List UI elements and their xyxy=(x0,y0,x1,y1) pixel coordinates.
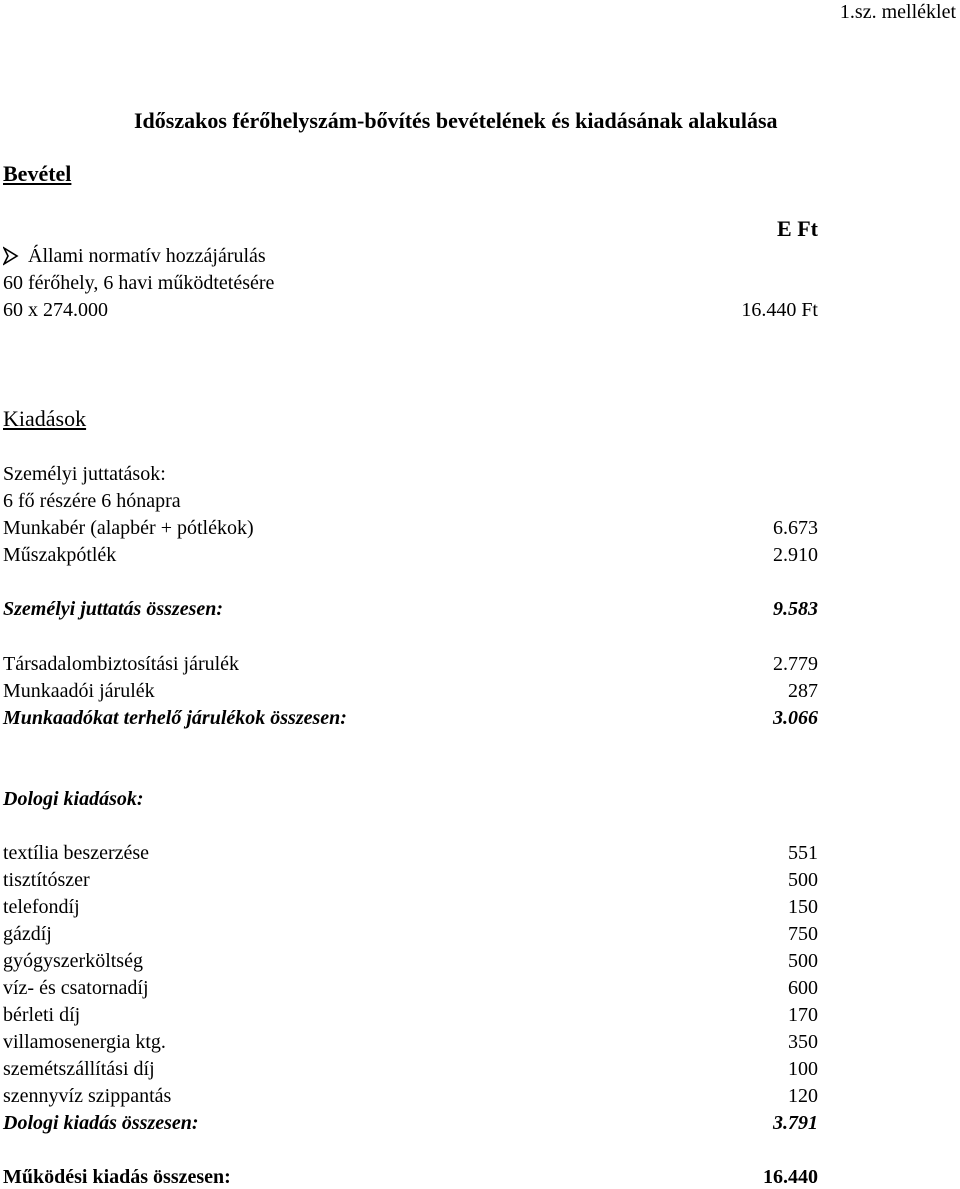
material-item-label: bérleti díj xyxy=(3,1004,81,1026)
operating-total-value: 16.440 xyxy=(763,1166,818,1188)
contribution-total-label: Munkaadókat terhelő járulékok összesen: xyxy=(3,707,347,729)
personnel-item-label: Műszakpótlék xyxy=(3,544,117,566)
income-calc-value: 16.440 Ft xyxy=(741,299,818,321)
material-item-value: 350 xyxy=(788,1031,818,1053)
material-item-label: gyógyszerköltség xyxy=(3,950,143,972)
material-item-label: textília beszerzése xyxy=(3,842,150,864)
material-item-label: telefondíj xyxy=(3,896,80,918)
material-item-value: 551 xyxy=(788,842,818,864)
material-item-value: 500 xyxy=(788,950,818,972)
material-heading: Dologi kiadások: xyxy=(3,788,144,810)
material-item-value: 500 xyxy=(788,869,818,891)
document-title: Időszakos férőhelyszám-bővítés bevételének és kiadásának alakulása xyxy=(134,108,778,133)
personnel-item-label: Munkabér (alapbér + pótlékok) xyxy=(3,517,254,539)
unit-label: E Ft xyxy=(777,216,818,241)
material-item-label: villamosenergia ktg. xyxy=(3,1031,166,1053)
operating-total-label: Működési kiadás összesen: xyxy=(3,1166,231,1188)
material-item-value: 100 xyxy=(788,1058,818,1080)
contribution-item-value: 2.779 xyxy=(773,653,818,675)
material-total-label: Dologi kiadás összesen: xyxy=(3,1112,199,1134)
contribution-item-label: Társadalombiztosítási járulék xyxy=(3,653,240,675)
material-item-label: víz- és csatornadíj xyxy=(3,977,149,999)
personnel-item-value: 6.673 xyxy=(773,517,818,539)
material-item-label: szennyvíz szippantás xyxy=(3,1085,172,1107)
material-item-value: 150 xyxy=(788,896,818,918)
personnel-total-label: Személyi juttatás összesen: xyxy=(3,598,224,620)
material-total-value: 3.791 xyxy=(773,1112,818,1134)
expenses-heading: Kiadások xyxy=(3,406,87,431)
personnel-subheading: 6 fő részére 6 hónapra xyxy=(3,490,181,512)
personnel-total-value: 9.583 xyxy=(773,598,818,620)
contribution-item-value: 287 xyxy=(788,680,818,702)
income-item-line2: 60 férőhely, 6 havi működtetésére xyxy=(3,272,275,294)
income-item-line1: Állami normatív hozzájárulás xyxy=(28,245,266,267)
contribution-item-label: Munkaadói járulék xyxy=(3,680,155,702)
income-calc-label: 60 x 274.000 xyxy=(3,299,108,321)
material-item-value: 170 xyxy=(788,1004,818,1026)
material-item-label: tisztítószer xyxy=(3,869,90,891)
annex-label: 1.sz. melléklet xyxy=(839,1,956,23)
material-item-value: 600 xyxy=(788,977,818,999)
arrowhead-bullet-icon xyxy=(3,245,19,267)
material-item-value: 750 xyxy=(788,923,818,945)
contribution-total-value: 3.066 xyxy=(773,707,818,729)
personnel-item-value: 2.910 xyxy=(773,544,818,566)
material-item-label: szemétszállítási díj xyxy=(3,1058,155,1080)
material-item-value: 120 xyxy=(788,1085,818,1107)
income-heading: Bevétel xyxy=(3,161,72,186)
material-item-label: gázdíj xyxy=(3,923,52,945)
personnel-heading: Személyi juttatások: xyxy=(3,463,166,485)
